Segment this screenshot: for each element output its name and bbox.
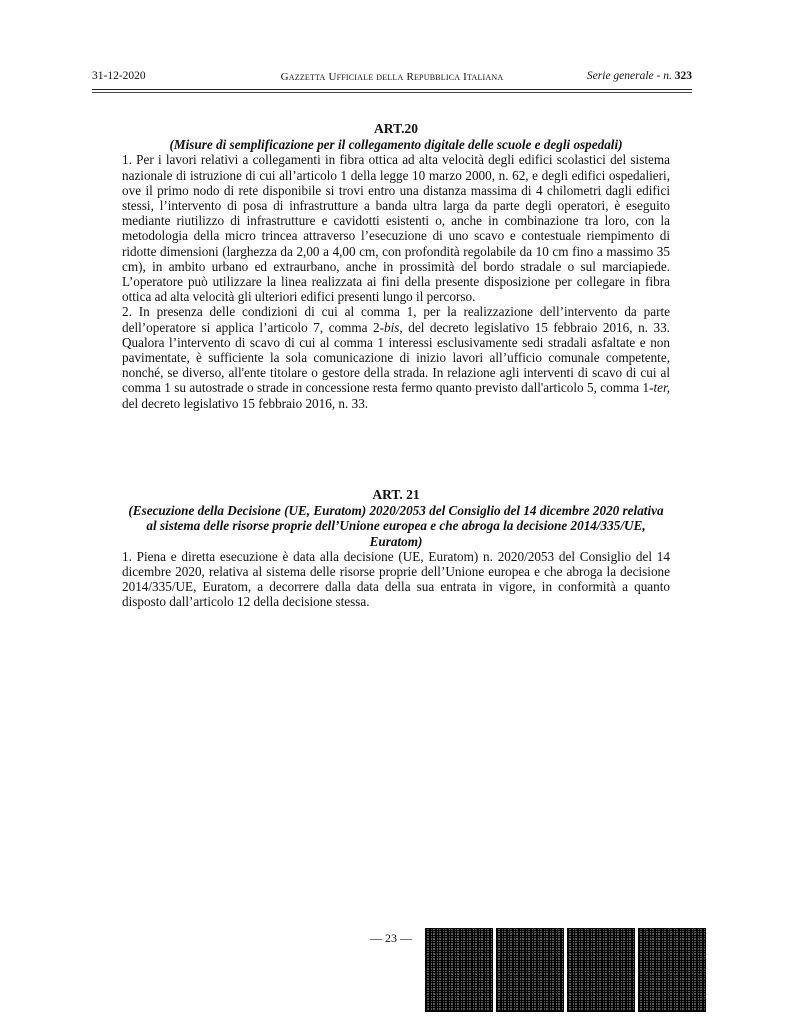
art20-p2-text-b: , del decreto legislativo 15 febbraio 2016, n. 33. Qualora l’intervento di scavo di cui al comma 1 interessi esclusivamente sedi stradali asfaltate e non pavimentate, è sufficiente la sola comunicazione di inizio lavori all’ufficio comunale competente, nonché, se diverso, all'ente titolare o gestore della strada. In relazione agli interventi di scavo di cui al comma 1 su autostrade o strade in concessione resta fermo quanto previsto dall'articolo 5, comma 1- — [122, 319, 670, 396]
art21-paragraph-1: 1. Piena e diretta esecuzione è data alla decisione (UE, Euratom) n. 2020/2053 del Consiglio del 14 dicembre 2020, relativa al sistema delle risorse proprie dell’Unione europea e che abroga la decisione 2014/335/UE, Euratom, a decorrere dalla data della sua entrata in vigore, in conformità a quanto disposto dall’articolo 12 della decisione stessa. — [122, 548, 670, 610]
header-rule-thin — [92, 92, 692, 93]
barcode-block-2 — [496, 928, 564, 1012]
barcode-block-1 — [425, 928, 493, 1012]
article-21 — [122, 487, 670, 610]
art21-title: ART. 21 — [372, 487, 420, 502]
article-20 — [122, 121, 670, 411]
art20-p2-bis: bis — [384, 319, 400, 335]
series-number: 323 — [674, 70, 692, 82]
header-series — [587, 70, 692, 82]
barcode-block-3 — [567, 928, 635, 1012]
art20-paragraph-2 — [122, 304, 670, 410]
page-header — [92, 68, 692, 88]
header-date: 31-12-2020 — [92, 70, 146, 82]
header-rule — [92, 89, 692, 90]
art20-p2-ter: ter, — [653, 380, 670, 396]
art20-paragraph-1: 1. Per i lavori relativi a collegamenti in fibra ottica ad alta velocità degli edifici scolastici del sistema nazionale di istruzione di cui all’articolo 1 della legge 10 marzo 2000, n. 62, e degli edifici ospedalieri, ove il primo nodo di rete disponibile si trovi entro una distanza massima di 4 chilometri dagli edifici stessi, l’intervento di posa di infrastrutture a banda ultra larga da parte degli operatori, è eseguito mediante riutilizzo di infrastrutture e cavidotti esistenti o, anche in combinazione tra loro, con la metodologia della micro trincea attraverso l’esecuzione di uno scavo e contestuale riempimento di ridotte dimensioni (larghezza da 2,00 a 4,00 cm, con profondità regolabile da 10 cm fino a massimo 35 cm), in ambito urbano ed extraurbano, anche in prossimità del bordo stradale o sul marciapiede. L’operatore può utilizzare la linea realizzata ai fini della presente disposizione per collegare in fibra ottica ad alta velocità gli ulteriori edifici presenti lungo il percorso. — [122, 152, 670, 305]
art20-p2-text-c: del decreto legislativo 15 febbraio 2016, n. 33. — [122, 395, 369, 411]
art20-title: ART.20 — [374, 121, 418, 136]
barcode-block-4 — [638, 928, 706, 1012]
art21-subtitle: (Esecuzione della Decisione (UE, Euratom) 2020/2053 del Consiglio del 14 dicembre 2020 relativa al sistema delle risorse proprie dell’Unione europea e che abroga la decisione 2014/335/UE, Euratom) — [128, 503, 664, 549]
series-label: Serie generale - n. — [586, 70, 672, 82]
page-number: — 23 — — [370, 931, 412, 945]
header-title: Gazzetta Ufficiale della Repubblica Italiana — [280, 71, 504, 83]
art20-subtitle: (Misure di semplificazione per il collegamento digitale delle scuole e degli ospedali) — [169, 137, 623, 153]
art20-p2-text-a: 2. In presenza delle condizioni di cui al comma 1, per la realizzazione dell’intervento da parte dell’operatore si applica l’articolo 7, comma 2- — [122, 304, 670, 335]
